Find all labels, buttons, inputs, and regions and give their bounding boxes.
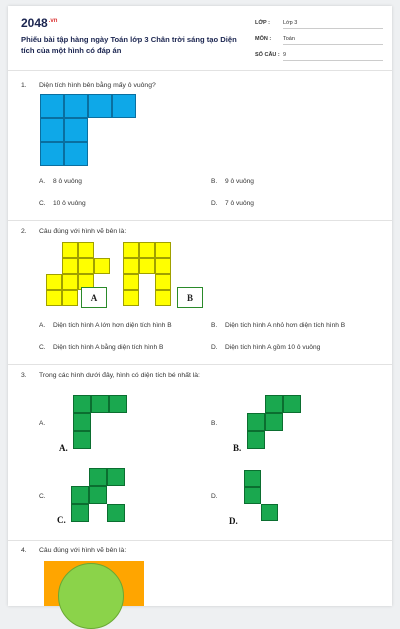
question-text: Diện tích hình bên bằng mấy ô vuông? (39, 82, 156, 89)
site-logo[interactable] (21, 16, 57, 30)
answer-option-d[interactable]: D. 7 ô vuông (211, 200, 254, 207)
green-square (89, 468, 107, 486)
green-square (265, 413, 283, 431)
yellow-square (123, 274, 139, 290)
green-square (107, 468, 125, 486)
answer-option-d[interactable]: D. Diện tích hình A gồm 10 ô vuông (211, 344, 321, 351)
logo-domain: .vn (48, 18, 58, 24)
meta-underline (283, 28, 383, 29)
blue-square (88, 94, 112, 118)
green-square (244, 470, 261, 487)
answer-option-b[interactable]: B. Diện tích hình A nhỏ hơn diện tích hình B (211, 322, 346, 329)
meta-value-count: 9 (283, 52, 287, 58)
header-divider (8, 70, 392, 71)
yellow-square (123, 242, 139, 258)
yellow-square (78, 258, 94, 274)
yellow-square (123, 290, 139, 306)
answer-option-a[interactable]: A. Diện tích hình A lớn hơn diện tích hình B (39, 322, 172, 329)
worksheet-title: Phiếu bài tập hàng ngày Toán lớp 3 Chân trời sáng tạo Diện tích của một hình có đáp án (21, 35, 237, 55)
question-text: Câu đúng với hình vẽ bên là: (39, 228, 127, 235)
yellow-square (155, 290, 171, 306)
blue-square (64, 94, 88, 118)
blue-square (64, 142, 88, 166)
answer-option-d[interactable]: D. (211, 493, 218, 500)
yellow-square (46, 290, 62, 306)
yellow-square (139, 242, 155, 258)
blue-square (40, 118, 64, 142)
figure-3b-label: B. (233, 443, 242, 453)
figure-3a-label: A. (59, 443, 68, 453)
meta-underline (283, 60, 383, 61)
figure-3d-label: D. (229, 516, 238, 526)
question-number: 1. (21, 82, 27, 89)
green-square (283, 395, 301, 413)
answer-option-b[interactable]: B. (211, 420, 218, 427)
green-square (73, 431, 91, 449)
green-square (247, 431, 265, 449)
green-square (91, 395, 109, 413)
question-text: Câu đúng với hình vẽ bên là: (39, 547, 127, 554)
question-number: 2. (21, 228, 27, 235)
blue-square (40, 94, 64, 118)
meta-label-count: SỐ CÂU : (255, 52, 280, 58)
meta-value-class: Lớp 3 (283, 20, 298, 26)
blue-square (40, 142, 64, 166)
question-divider (8, 220, 392, 221)
answer-option-c[interactable]: C. 10 ô vuông (39, 200, 86, 207)
answer-option-c[interactable]: C. Diện tích hình A bằng diện tích hình B (39, 344, 164, 351)
meta-underline (283, 44, 383, 45)
meta-label-subject: MÔN : (255, 36, 272, 42)
blue-square (112, 94, 136, 118)
yellow-square (139, 258, 155, 274)
yellow-square (62, 274, 78, 290)
yellow-square (62, 290, 78, 306)
worksheet-page (8, 6, 392, 606)
green-square (107, 504, 125, 522)
green-square (73, 413, 91, 431)
green-square (265, 395, 283, 413)
yellow-square (94, 258, 110, 274)
question-divider (8, 364, 392, 365)
logo-text: 2048 (21, 16, 48, 30)
yellow-square (123, 258, 139, 274)
green-square (73, 395, 91, 413)
question-divider (8, 540, 392, 541)
green-square (89, 486, 107, 504)
green-square (109, 395, 127, 413)
yellow-square (78, 242, 94, 258)
yellow-square (155, 258, 171, 274)
figure-a-label: A (81, 287, 107, 308)
figure-b-label: B (177, 287, 203, 308)
figure-3c-label: C. (57, 515, 66, 525)
yellow-square (155, 242, 171, 258)
question-number: 4. (21, 547, 27, 554)
answer-option-c[interactable]: C. (39, 493, 46, 500)
yellow-square (46, 274, 62, 290)
question-text: Trong các hình dưới đây, hình có diện tích bé nhất là: (39, 372, 200, 379)
green-square (71, 486, 89, 504)
yellow-square (155, 274, 171, 290)
green-circle (58, 563, 124, 629)
green-square (261, 504, 278, 521)
green-square (247, 413, 265, 431)
blue-square (64, 118, 88, 142)
green-square (71, 504, 89, 522)
meta-value-subject: Toán (283, 36, 295, 42)
green-square (244, 487, 261, 504)
answer-option-b[interactable]: B. 9 ô vuông (211, 178, 254, 185)
yellow-square (62, 258, 78, 274)
question-number: 3. (21, 372, 27, 379)
meta-label-class: LỚP : (255, 20, 270, 26)
yellow-square (62, 242, 78, 258)
answer-option-a[interactable]: A. 8 ô vuông (39, 178, 82, 185)
answer-option-a[interactable]: A. (39, 420, 46, 427)
